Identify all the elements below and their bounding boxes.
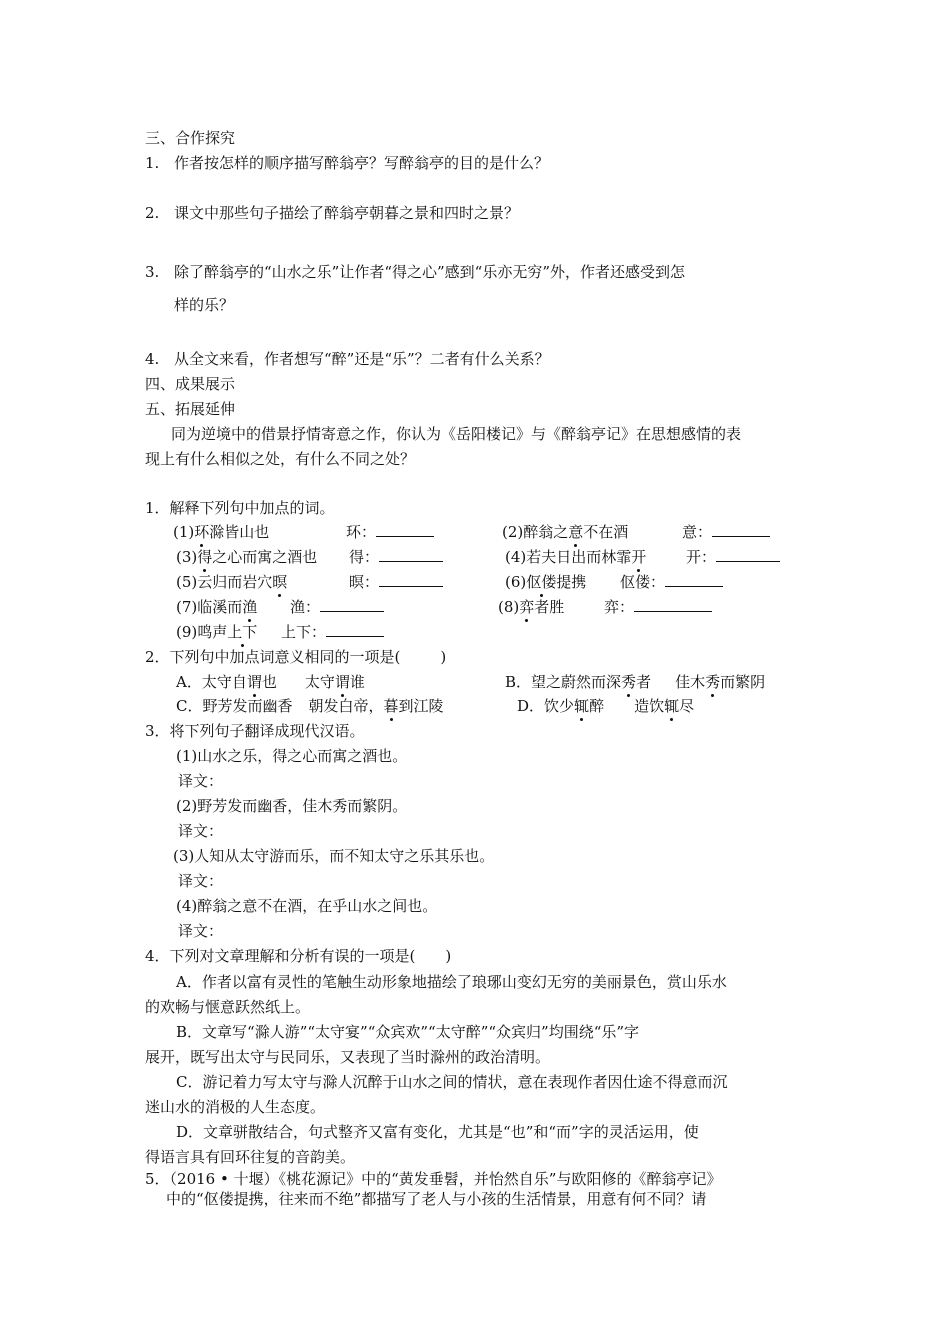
text: 而繁阴 [720, 673, 766, 691]
question-number: 1. [145, 154, 160, 172]
exercise-1-item-5 [176, 572, 287, 592]
dotted-word: 暮 [383, 697, 399, 715]
dotted-word: 秀 [621, 673, 637, 691]
option-letter: D． [517, 697, 545, 715]
exercise-2-option-c [176, 696, 444, 716]
dotted-word: 环 [194, 523, 210, 541]
question-text: 除了醉翁亭的“山水之乐”让作者“得之心”感到“乐亦无穷”外，作者还感受到怎 [174, 263, 686, 281]
answer-label: 开： [686, 548, 717, 566]
text: 野芳发而幽香 [202, 697, 293, 715]
option-c-line-2: 迷山水的消极的人生态度。 [145, 1098, 326, 1116]
item-suffix: 提携 [556, 573, 587, 591]
question-3-continued: 样的乐？ [174, 296, 235, 314]
section-4-heading: 四、成果展示 [145, 375, 236, 393]
answer-blank[interactable] [379, 572, 443, 587]
option-a-line-1: A．作者以富有灵性的笔触生动形象地描绘了琅琊山变幻无穷的美丽景色，赏山乐水 [176, 973, 727, 991]
option-letter: C． [176, 697, 203, 715]
question-text: 从全文来看，作者想写“醉”还是“乐”？二者有什么关系？ [174, 350, 550, 368]
item-suffix: 之心而寓之酒也 [212, 548, 318, 566]
text: 醉 [589, 697, 605, 715]
dotted-word: 谓 [246, 673, 262, 691]
question-4 [145, 349, 550, 369]
answer-1 [346, 522, 434, 542]
text: 也 [261, 673, 277, 691]
answer-6 [620, 572, 723, 592]
answer-label: 意： [682, 523, 713, 541]
section-3-heading: 三、合作探究 [145, 129, 236, 147]
translation-label-2: 译文： [178, 822, 224, 840]
question-1 [145, 153, 550, 173]
translation-label-4: 译文： [178, 922, 224, 940]
text: 佳木 [675, 673, 706, 691]
text: 朝发白帝， [308, 697, 384, 715]
answer-blank[interactable] [716, 547, 780, 562]
item-suffix: 滁皆山也 [209, 523, 270, 541]
question-number: 4. [145, 350, 160, 368]
answer-blank[interactable] [379, 547, 443, 562]
question-text: 作者按怎样的顺序描写醉翁亭？写醉翁亭的目的是什么？ [174, 154, 550, 172]
answer-blank[interactable] [320, 597, 384, 612]
stem-text: 4．下列对文章理解和分析有误的一项是( [145, 947, 416, 965]
section-5-heading: 五、拓展延伸 [145, 400, 236, 418]
answer-5 [349, 572, 443, 592]
option-b-line-1: B．文章写“滁人游”“太守宴”“众宾欢”“太守醉”“众宾归”均围绕“乐”字 [176, 1023, 640, 1041]
answer-2 [682, 522, 770, 542]
stem-end: ) [445, 947, 452, 965]
stem-end: ) [440, 648, 447, 666]
answer-3 [349, 547, 443, 567]
dotted-word: 上下 [227, 623, 258, 641]
sentence-1: (1)山水之乐，得之心而寓之酒也。 [176, 747, 408, 765]
exercise-4-stem [145, 946, 451, 966]
text: 到江陵 [398, 697, 444, 715]
exercise-2-option-b [505, 672, 765, 692]
option-a-line-2: 的欢畅与惬意跃然纸上。 [145, 998, 311, 1016]
option-letter: A． [176, 673, 202, 691]
answer-blank[interactable] [326, 622, 384, 637]
dotted-word: 得 [197, 548, 213, 566]
question-number: 3. [145, 263, 160, 281]
text: 者 [636, 673, 652, 691]
answer-4 [686, 547, 780, 567]
answer-blank[interactable] [634, 597, 712, 612]
text: 谁 [349, 673, 365, 691]
answer-blank[interactable] [376, 522, 434, 537]
text: 望之蔚然而深 [531, 673, 622, 691]
text: 太守 [304, 673, 335, 691]
exercise-1-item-2 [502, 522, 628, 542]
dotted-word: 谓 [334, 673, 350, 691]
dotted-word: 意 [568, 523, 584, 541]
answer-label: 弈： [604, 598, 635, 616]
exercise-1-item-3 [176, 547, 317, 567]
option-d-line-1: D．文章骈散结合，句式整齐又富有变化，尤其是“也”和“而”字的灵活运用，使 [176, 1123, 699, 1141]
extension-paragraph: 同为逆境中的借景抒情寄意之作，你认为《岳阳楼记》与《醉翁亭记》在思想感情的表 [171, 425, 742, 443]
item-prefix: (2)醉翁之 [502, 523, 569, 541]
item-suffix: 不在酒 [583, 523, 629, 541]
exercise-5-line-1: 5．（2016 • 十堰）《桃花源记》中的“黄发垂髫，并怡然自乐”与欧阳修的《醉翁亭记》 [145, 1170, 722, 1188]
option-letter: B． [505, 673, 532, 691]
answer-blank[interactable] [712, 522, 770, 537]
sentence-2: (2)野芳发而幽香，佳木秀而繁阴。 [176, 797, 408, 815]
item-prefix: (4)若夫日出而林霏 [505, 548, 632, 566]
option-c-line-1: C．游记着力写太守与滁人沉醉于山水之间的情状，意在表现作者因仕途不得意而沉 [176, 1073, 728, 1091]
option-b-line-2: 展开，既写出太守与民同乐，又表现了当时滁州的政治清明。 [145, 1048, 551, 1066]
dotted-word: 伛偻 [526, 573, 557, 591]
item-prefix: (6) [505, 573, 527, 591]
dotted-word: 弈 [519, 598, 535, 616]
text: 造饮 [634, 697, 665, 715]
exercise-1-item-8 [498, 597, 564, 617]
question-3 [145, 262, 686, 282]
question-number: 2. [145, 204, 160, 222]
answer-label: 渔： [290, 598, 321, 616]
item-suffix: 者胜 [534, 598, 565, 616]
item-prefix: (7)临溪而 [176, 598, 243, 616]
exercise-1-item-7 [176, 597, 257, 617]
answer-8 [604, 597, 712, 617]
text: 饮少 [544, 697, 575, 715]
exercise-1-item-4 [505, 547, 646, 567]
stem-text: 2．下列句中加点词意义相同的一项是( [145, 648, 401, 666]
answer-7 [290, 597, 384, 617]
exercise-5-line-2: 中的“伛偻提携，往来而不绝”都描写了老人与小孩的生活情景，用意有何不同？请 [166, 1190, 707, 1208]
exercise-1-item-9 [176, 622, 257, 642]
translation-label-3: 译文： [178, 872, 224, 890]
answer-label: 得： [349, 548, 380, 566]
item-prefix: (9)鸣声 [176, 623, 228, 641]
answer-9 [281, 622, 384, 642]
dotted-word: 渔 [242, 598, 258, 616]
question-text: 课文中那些句子描绘了醉翁亭朝暮之景和四时之景？ [174, 204, 520, 222]
dotted-word: 辄 [664, 697, 680, 715]
answer-blank[interactable] [665, 572, 723, 587]
translation-label-1: 译文： [178, 772, 224, 790]
exercise-2-option-d [517, 696, 694, 716]
exercise-2-option-a [176, 672, 365, 692]
exercise-1-stem: 1．解释下列句中加点的词。 [145, 499, 335, 517]
sentence-4: (4)醉翁之意不在酒，在乎山水之间也。 [176, 897, 438, 915]
exercise-2-stem [145, 647, 446, 667]
answer-label: 伛偻： [620, 573, 666, 591]
question-2 [145, 203, 520, 223]
text: 太守自 [201, 673, 247, 691]
item-prefix: (5)云归而岩穴 [176, 573, 273, 591]
dotted-word: 辄 [574, 697, 590, 715]
extension-paragraph-continued: 现上有什么相似之处，有什么不同之处？ [145, 450, 416, 468]
item-prefix: (1) [173, 523, 195, 541]
exercise-3-stem: 3．将下列句子翻译成现代汉语。 [145, 722, 365, 740]
answer-label: 上下： [281, 623, 327, 641]
answer-label: 环： [346, 523, 377, 541]
item-prefix: (3) [176, 548, 198, 566]
dotted-word: 开 [631, 548, 647, 566]
exercise-1-item-6 [505, 572, 586, 592]
sentence-3: (3)人知从太守游而乐，而不知太守之乐其乐也。 [173, 847, 495, 865]
exercise-1-item-1 [173, 522, 269, 542]
text: 尽 [679, 697, 695, 715]
option-d-line-2: 得语言具有回环往复的音韵美。 [145, 1148, 356, 1166]
dotted-word: 秀 [705, 673, 721, 691]
item-prefix: (8) [498, 598, 520, 616]
answer-label: 暝： [349, 573, 380, 591]
dotted-word: 暝 [272, 573, 288, 591]
